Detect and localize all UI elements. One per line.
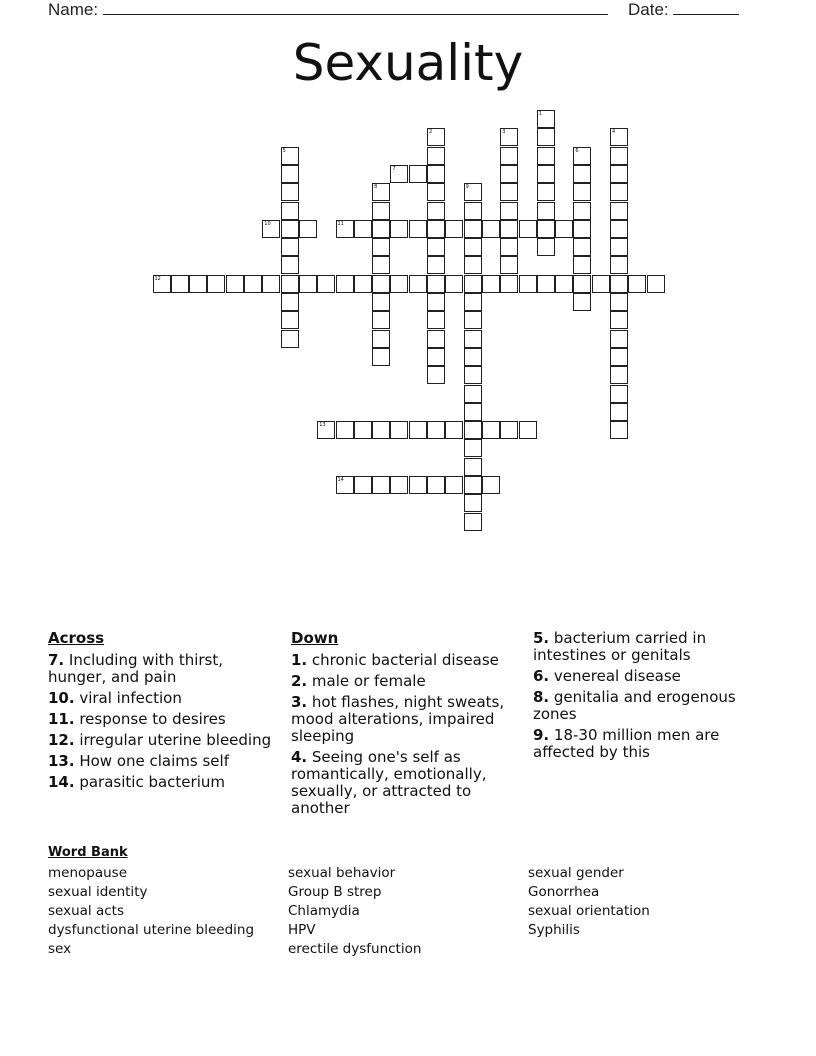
grid-cell[interactable] <box>573 256 591 274</box>
grid-cell[interactable] <box>445 220 463 238</box>
grid-cell[interactable] <box>427 147 445 165</box>
clue-number-label: 5 <box>282 147 286 154</box>
grid-cell[interactable] <box>281 256 299 274</box>
word-bank-item: Syphilis <box>528 922 580 938</box>
clue-number-label: 2 <box>429 129 433 136</box>
clue-across-7 <box>48 652 278 686</box>
grid-cell[interactable] <box>427 311 445 329</box>
grid-cell[interactable] <box>281 311 299 329</box>
grid-cell[interactable] <box>372 275 390 293</box>
grid-cell[interactable] <box>519 275 537 293</box>
grid-cell[interactable] <box>262 275 280 293</box>
word-bank-item: Gonorrhea <box>528 884 600 900</box>
grid-cell[interactable] <box>610 220 628 238</box>
clue-number: 1. <box>291 651 308 669</box>
clue-across-12 <box>48 732 278 749</box>
grid-cell[interactable] <box>573 165 591 183</box>
grid-cell[interactable] <box>427 202 445 220</box>
grid-cell[interactable] <box>573 293 591 311</box>
grid-cell[interactable] <box>537 110 555 128</box>
grid-cell[interactable] <box>537 165 555 183</box>
grid-cell[interactable] <box>299 275 317 293</box>
grid-cell[interactable] <box>573 147 591 165</box>
grid-cell[interactable] <box>409 275 427 293</box>
clue-text: irregular uterine bleeding <box>74 731 272 749</box>
grid-cell[interactable] <box>500 165 518 183</box>
grid-cell[interactable] <box>647 275 665 293</box>
grid-cell[interactable] <box>464 275 482 293</box>
word-bank-column-2 <box>288 864 421 959</box>
grid-cell[interactable] <box>610 366 628 384</box>
grid-cell[interactable] <box>500 275 518 293</box>
grid-cell[interactable] <box>610 348 628 366</box>
down-heading: Down <box>291 629 339 647</box>
word-bank-item: sexual gender <box>528 865 624 881</box>
word-bank-item: sex <box>48 941 72 957</box>
grid-cell[interactable] <box>372 256 390 274</box>
clue-across-11 <box>48 711 278 728</box>
down-clues-continued <box>533 630 763 765</box>
grid-cell[interactable] <box>464 256 482 274</box>
grid-cell[interactable] <box>537 238 555 256</box>
grid-cell[interactable] <box>464 293 482 311</box>
grid-cell[interactable] <box>464 366 482 384</box>
grid-cell[interactable] <box>482 421 500 439</box>
grid-cell[interactable] <box>464 348 482 366</box>
clue-number: 11. <box>48 710 75 728</box>
word-bank-item: Chlamydia <box>288 903 360 919</box>
grid-cell[interactable] <box>427 348 445 366</box>
clue-text: Including with thirst, hunger, and pain <box>48 651 224 686</box>
grid-cell[interactable] <box>519 421 537 439</box>
grid-cell[interactable] <box>336 220 354 238</box>
clue-text: male or female <box>307 672 426 690</box>
grid-cell[interactable] <box>500 147 518 165</box>
grid-cell[interactable] <box>464 330 482 348</box>
grid-cell[interactable] <box>464 476 482 494</box>
grid-cell[interactable] <box>464 311 482 329</box>
grid-cell[interactable] <box>464 385 482 403</box>
clue-number: 14. <box>48 773 75 791</box>
grid-cell[interactable] <box>610 128 628 146</box>
clue-text: venereal disease <box>549 667 681 685</box>
grid-cell[interactable] <box>537 128 555 146</box>
word-bank-item: sexual orientation <box>528 903 650 919</box>
grid-cell[interactable] <box>445 476 463 494</box>
clue-number-label: 11 <box>337 220 344 227</box>
grid-cell[interactable] <box>372 476 390 494</box>
grid-cell[interactable] <box>464 238 482 256</box>
grid-cell[interactable] <box>610 421 628 439</box>
grid-cell[interactable] <box>464 183 482 201</box>
date-label: Date: <box>628 0 669 19</box>
clue-down-6 <box>533 668 763 685</box>
grid-cell[interactable] <box>281 165 299 183</box>
clue-number-label: 12 <box>154 275 161 282</box>
clue-down-5 <box>533 630 763 664</box>
grid-cell[interactable] <box>244 275 262 293</box>
grid-cell[interactable] <box>592 275 610 293</box>
clue-number-label: 6 <box>575 147 579 154</box>
clue-text: response to desires <box>74 710 226 728</box>
grid-cell[interactable] <box>153 275 171 293</box>
grid-cell[interactable] <box>610 275 628 293</box>
name-label: Name: <box>48 0 99 19</box>
grid-cell[interactable] <box>500 421 518 439</box>
grid-cell[interactable] <box>610 147 628 165</box>
grid-cell[interactable] <box>427 183 445 201</box>
grid-cell[interactable] <box>354 220 372 238</box>
grid-cell[interactable] <box>500 128 518 146</box>
clue-number: 5. <box>533 629 550 647</box>
grid-cell[interactable] <box>573 238 591 256</box>
word-bank-item: erectile dysfunction <box>288 941 422 957</box>
clue-down-8 <box>533 689 763 723</box>
grid-cell[interactable] <box>409 421 427 439</box>
grid-cell[interactable] <box>409 220 427 238</box>
grid-cell[interactable] <box>628 275 646 293</box>
clue-text: chronic bacterial disease <box>307 651 499 669</box>
clue-text: viral infection <box>74 689 182 707</box>
grid-cell[interactable] <box>537 183 555 201</box>
grid-cell[interactable] <box>427 293 445 311</box>
grid-cell[interactable] <box>281 183 299 201</box>
grid-cell[interactable] <box>500 220 518 238</box>
clue-across-10 <box>48 690 278 707</box>
word-bank-column-3 <box>528 864 650 940</box>
grid-cell[interactable] <box>464 458 482 476</box>
grid-cell[interactable] <box>336 476 354 494</box>
grid-cell[interactable] <box>427 256 445 274</box>
grid-cell[interactable] <box>610 403 628 421</box>
grid-cell[interactable] <box>427 238 445 256</box>
grid-cell[interactable] <box>519 220 537 238</box>
grid-cell[interactable] <box>427 366 445 384</box>
grid-cell[interactable] <box>372 183 390 201</box>
clue-down-2 <box>291 673 506 690</box>
clue-number: 4. <box>291 748 308 766</box>
grid-cell[interactable] <box>500 202 518 220</box>
grid-cell[interactable] <box>464 202 482 220</box>
grid-cell[interactable] <box>610 183 628 201</box>
grid-cell[interactable] <box>427 220 445 238</box>
grid-cell[interactable] <box>281 275 299 293</box>
grid-cell[interactable] <box>390 275 408 293</box>
grid-cell[interactable] <box>610 256 628 274</box>
clue-number: 12. <box>48 731 75 749</box>
clue-number-label: 13 <box>319 422 326 429</box>
grid-cell[interactable] <box>573 220 591 238</box>
page-title: Sexuality <box>292 34 524 92</box>
clue-number: 13. <box>48 752 75 770</box>
clue-number: 7. <box>48 651 65 669</box>
grid-cell[interactable] <box>610 293 628 311</box>
grid-cell[interactable] <box>390 220 408 238</box>
clue-text: Seeing one's self as romantically, emotionally, sexually, or attracted to another <box>291 748 487 817</box>
grid-cell[interactable] <box>354 421 372 439</box>
grid-cell[interactable] <box>482 220 500 238</box>
grid-cell[interactable] <box>610 330 628 348</box>
clue-number-label: 7 <box>392 165 396 172</box>
grid-cell[interactable] <box>537 275 555 293</box>
grid-cell[interactable] <box>372 202 390 220</box>
grid-cell[interactable] <box>555 220 573 238</box>
grid-cell[interactable] <box>226 275 244 293</box>
grid-cell[interactable] <box>610 165 628 183</box>
grid-cell[interactable] <box>427 330 445 348</box>
grid-cell[interactable] <box>281 147 299 165</box>
grid-cell[interactable] <box>281 293 299 311</box>
grid-cell[interactable] <box>336 421 354 439</box>
word-bank-heading: Word Bank <box>48 845 128 860</box>
grid-cell[interactable] <box>427 275 445 293</box>
clue-number-label: 10 <box>264 220 271 227</box>
grid-cell[interactable] <box>500 183 518 201</box>
grid-cell[interactable] <box>317 421 335 439</box>
grid-cell[interactable] <box>445 421 463 439</box>
clue-text: hot flashes, night sweats, mood alterations, impaired sleeping <box>291 693 505 745</box>
clue-down-9 <box>533 727 763 761</box>
clue-down-4 <box>291 749 506 817</box>
grid-cell[interactable] <box>354 275 372 293</box>
grid-cell[interactable] <box>610 385 628 403</box>
grid-cell[interactable] <box>409 165 427 183</box>
word-bank-item: Group B strep <box>288 884 382 900</box>
grid-cell[interactable] <box>281 202 299 220</box>
grid-cell[interactable] <box>299 220 317 238</box>
clue-text: genitalia and erogenous zones <box>533 688 736 723</box>
grid-cell[interactable] <box>372 293 390 311</box>
clue-number: 2. <box>291 672 308 690</box>
grid-cell[interactable] <box>390 476 408 494</box>
grid-cell[interactable] <box>281 330 299 348</box>
grid-cell[interactable] <box>262 220 280 238</box>
clue-text: How one claims self <box>74 752 229 770</box>
grid-cell[interactable] <box>555 275 573 293</box>
grid-cell[interactable] <box>281 238 299 256</box>
word-bank-item: menopause <box>48 865 128 881</box>
grid-cell[interactable] <box>354 476 372 494</box>
grid-cell[interactable] <box>537 202 555 220</box>
word-bank-item: sexual acts <box>48 903 124 919</box>
clue-number-label: 8 <box>374 184 378 191</box>
grid-cell[interactable] <box>573 275 591 293</box>
clue-number: 8. <box>533 688 550 706</box>
clue-number: 3. <box>291 693 308 711</box>
grid-cell[interactable] <box>427 165 445 183</box>
clue-number: 9. <box>533 726 550 744</box>
clue-down-1 <box>291 652 506 669</box>
clue-number-label: 9 <box>465 184 469 191</box>
grid-cell[interactable] <box>390 165 408 183</box>
grid-cell[interactable] <box>372 238 390 256</box>
clue-number-label: 14 <box>337 477 344 483</box>
grid-cell[interactable] <box>189 275 207 293</box>
clue-number: 6. <box>533 667 550 685</box>
grid-cell[interactable] <box>464 403 482 421</box>
clue-number-label: 1 <box>538 111 542 117</box>
grid-cell[interactable] <box>372 421 390 439</box>
grid-cell[interactable] <box>500 238 518 256</box>
clue-text: 18-30 million men are affected by this <box>533 726 720 761</box>
clue-down-3 <box>291 694 506 745</box>
word-bank-item: dysfunctional uterine bleeding <box>48 922 255 938</box>
grid-cell[interactable] <box>281 220 299 238</box>
grid-cell[interactable] <box>427 421 445 439</box>
grid-cell[interactable] <box>317 275 335 293</box>
clue-number: 10. <box>48 689 75 707</box>
grid-cell[interactable] <box>464 439 482 457</box>
grid-cell[interactable] <box>390 421 408 439</box>
clue-number-label: 3 <box>502 129 506 136</box>
grid-cell[interactable] <box>537 147 555 165</box>
grid-cell[interactable] <box>372 348 390 366</box>
grid-cell[interactable] <box>409 476 427 494</box>
grid-cell[interactable] <box>464 421 482 439</box>
grid-cell[interactable] <box>336 275 354 293</box>
word-bank-column-1 <box>48 864 254 959</box>
clue-text: parasitic bacterium <box>74 773 225 791</box>
grid-cell[interactable] <box>207 275 225 293</box>
down-clues <box>291 630 506 821</box>
clue-across-14 <box>48 774 278 791</box>
across-clues <box>48 630 278 795</box>
grid-cell[interactable] <box>427 476 445 494</box>
grid-cell[interactable] <box>171 275 189 293</box>
word-bank-item: sexual identity <box>48 884 148 900</box>
grid-cell[interactable] <box>445 275 463 293</box>
grid-cell[interactable] <box>464 220 482 238</box>
grid-cell[interactable] <box>372 220 390 238</box>
grid-cell[interactable] <box>464 513 482 531</box>
grid-cell[interactable] <box>482 476 500 494</box>
grid-cell[interactable] <box>573 183 591 201</box>
grid-cell[interactable] <box>610 238 628 256</box>
grid-cell[interactable] <box>500 256 518 274</box>
grid-cell[interactable] <box>573 202 591 220</box>
clue-number-label: 4 <box>612 129 616 136</box>
grid-cell[interactable] <box>372 311 390 329</box>
word-bank-item: sexual behavior <box>288 865 396 881</box>
grid-cell[interactable] <box>427 128 445 146</box>
grid-cell[interactable] <box>464 494 482 512</box>
grid-cell[interactable] <box>537 220 555 238</box>
clue-text: bacterium carried in intestines or genitals <box>533 629 707 664</box>
clue-across-13 <box>48 753 278 770</box>
across-heading: Across <box>48 629 105 647</box>
grid-cell[interactable] <box>610 311 628 329</box>
grid-cell[interactable] <box>610 202 628 220</box>
word-bank-item: HPV <box>288 922 316 938</box>
grid-cell[interactable] <box>482 275 500 293</box>
grid-cell[interactable] <box>372 330 390 348</box>
